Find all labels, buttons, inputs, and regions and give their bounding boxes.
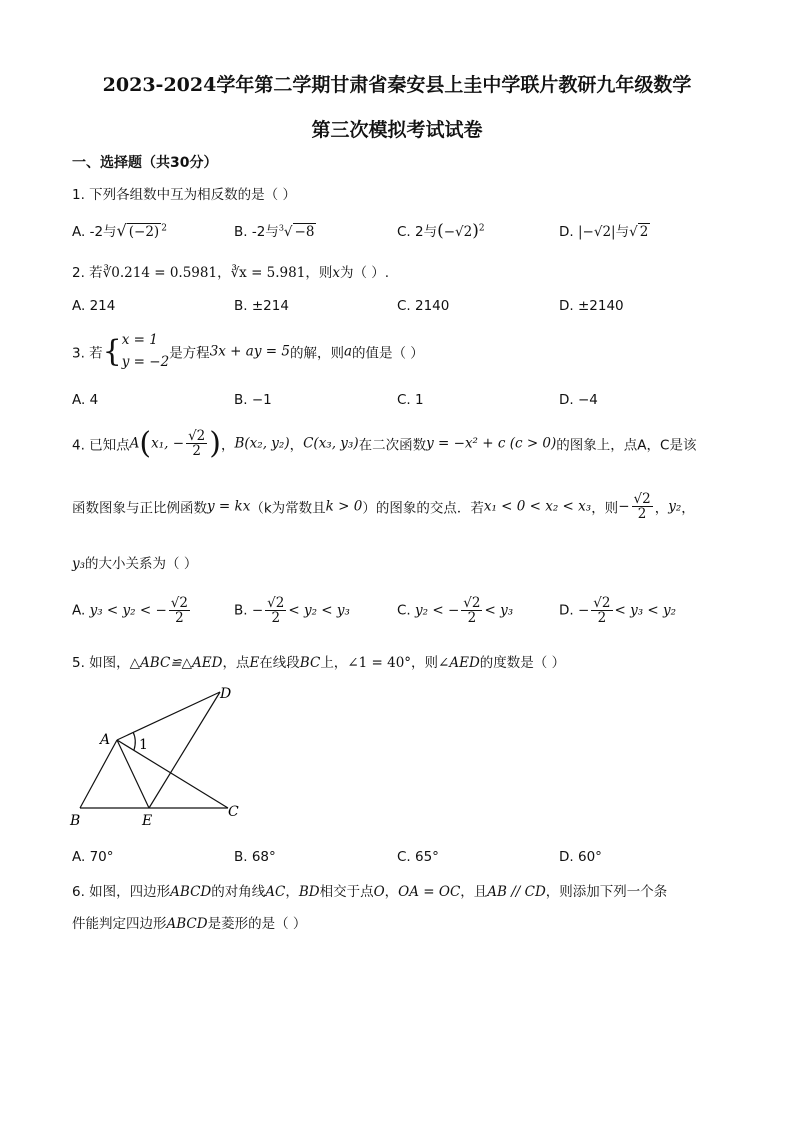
q1-option-a: A. -2与√ (−2) $^2$ bbox=[72, 221, 167, 240]
q6-line1-mid5: ，且 bbox=[460, 884, 488, 900]
q4-cond: k > 0 bbox=[325, 498, 363, 515]
question-4-line2: 函数图象与正比例函数y = kx（k为常数且k > 0）的图象的交点．若x₁ < 0 < x₂ < x₃，则− $\frac{√2}{2}$ ，y₂， bbox=[72, 491, 695, 523]
q2-var: x bbox=[332, 265, 340, 281]
q4-y2: y₂ bbox=[668, 498, 682, 515]
q5-stem-mid2: 在线段 bbox=[259, 655, 300, 671]
q4-option-a bbox=[72, 596, 192, 625]
q2-eq1: ∛0.214 = 0.5981 bbox=[102, 265, 218, 281]
label-angle-1: 1 bbox=[139, 737, 148, 753]
q4-option-a-frac-den: 2 bbox=[175, 610, 184, 627]
q4-line2-pre: 函数图象与正比例函数 bbox=[72, 500, 207, 517]
q5-angle1: ∠1 = 40° bbox=[347, 655, 412, 671]
q4-point-c: C(x₃, y₃) bbox=[303, 435, 359, 452]
question-5-stem bbox=[72, 651, 565, 671]
q4-option-c-label: C. bbox=[397, 602, 411, 619]
q4-option-c-frac bbox=[461, 596, 482, 625]
question-6-line2 bbox=[72, 912, 306, 932]
segment-ad bbox=[117, 692, 220, 740]
q5-option-c: C. 65° bbox=[397, 849, 439, 865]
q4-option-d bbox=[559, 596, 676, 625]
label-b: B bbox=[70, 813, 81, 829]
q5-stem-end: 的度数是（ ） bbox=[479, 655, 566, 671]
q4-option-d-frac bbox=[591, 596, 612, 625]
question-1-stem: 1. 下列各组数中互为相反数的是（ ） bbox=[72, 187, 296, 203]
label-a: A bbox=[100, 732, 111, 748]
q1-option-a-label: A. -2与 bbox=[72, 224, 117, 240]
q6-line1-end: ，则添加下列一个条 bbox=[545, 884, 668, 900]
q6-line2-end: 是菱形的是（ ） bbox=[207, 916, 307, 932]
q4-point-a-frac bbox=[186, 429, 207, 458]
q6-quad-2: ABCD bbox=[166, 916, 208, 932]
q4-option-a-frac-num: √2 bbox=[170, 595, 188, 611]
q5-option-a: A. 70° bbox=[72, 849, 114, 865]
angle-1-arc bbox=[133, 732, 135, 750]
q3-system-eq2: y = −2 bbox=[121, 353, 170, 370]
q2-option-b: B. ±214 bbox=[234, 298, 289, 314]
q5-segment: BC bbox=[299, 655, 321, 671]
q3-brace: { bbox=[102, 333, 122, 369]
q1-option-b-label: B. -2与 bbox=[234, 224, 279, 240]
q5-option-d: D. 60° bbox=[559, 849, 602, 865]
q1-option-a-exp: 2 bbox=[161, 223, 167, 234]
q2-sep: ， bbox=[217, 265, 231, 281]
q3-option-d: D. −4 bbox=[559, 392, 598, 408]
q2-option-d: D. ±2140 bbox=[559, 298, 624, 314]
q4-ineq: x₁ < 0 < x₂ < x₃ bbox=[483, 498, 592, 515]
q1-option-b-math: −8 bbox=[294, 224, 315, 240]
q6-line1-mid4: ， bbox=[384, 884, 399, 900]
q4-option-b-frac-den: 2 bbox=[271, 610, 281, 627]
q4-line2-tail: ， bbox=[654, 500, 669, 517]
q6-line1-pre: 6. 如图，四边形 bbox=[72, 884, 171, 900]
q4-option-a-pre: y₃ < y₂ < − bbox=[89, 602, 167, 619]
q4-func2: y = kx bbox=[207, 498, 251, 515]
q6-line2-pre: 件能判定四边形 bbox=[72, 916, 167, 932]
q1-option-c: C. 2与$(-√2)^2$ bbox=[397, 221, 485, 241]
q6-ac: AC bbox=[265, 884, 286, 900]
exam-title-line2: 第三次模拟考试试卷 bbox=[311, 119, 483, 141]
q2-option-c: C. 2140 bbox=[397, 298, 450, 314]
question-3-stem bbox=[72, 330, 424, 373]
segment-de bbox=[149, 692, 220, 808]
q2-option-a: A. 214 bbox=[72, 298, 116, 314]
q3-stem-mid: 是方程 bbox=[169, 345, 210, 362]
q4-option-d-frac-den: 2 bbox=[597, 610, 607, 627]
q4-option-c-frac-num: √2 bbox=[463, 595, 481, 611]
q1-option-b: B. -2与$^3$√ −8 bbox=[234, 223, 315, 240]
q4-option-c-pre: y₂ < − bbox=[415, 602, 460, 619]
q4-option-a-frac bbox=[169, 596, 190, 625]
q4-line2-frac-den: 2 bbox=[637, 506, 647, 523]
q4-option-d-label: D. bbox=[559, 602, 574, 619]
q5-stem-pre: 5. 如图， bbox=[72, 655, 130, 671]
q6-o: O bbox=[373, 884, 385, 900]
q4-option-d-frac-num: √2 bbox=[593, 595, 611, 611]
q4-line2-frac-num: √2 bbox=[633, 491, 651, 507]
q1-option-b-index: 3 bbox=[278, 223, 284, 233]
label-d: D bbox=[220, 686, 232, 702]
question-4-line3 bbox=[72, 552, 197, 572]
q3-equation: 3x + ay = 5 bbox=[209, 343, 290, 360]
q1-option-a-math: (−2) bbox=[128, 224, 160, 240]
q4-option-b-label: B. bbox=[234, 602, 248, 619]
q4-point-a: A bbox=[129, 435, 140, 452]
q5-stem-mid3: 上， bbox=[320, 655, 348, 671]
q4-option-c bbox=[397, 596, 513, 625]
q3-system bbox=[122, 330, 169, 373]
label-e: E bbox=[142, 813, 153, 829]
q4-line2-mid: （k为常数且 bbox=[250, 500, 326, 517]
q5-option-b: B. 68° bbox=[234, 849, 276, 865]
segment-ab bbox=[80, 740, 117, 808]
q4-frac-den: 2 bbox=[192, 443, 201, 459]
q4-frac-num: √2 bbox=[188, 427, 206, 444]
q4-line1-end: 的图象上，点A，C是该 bbox=[556, 437, 697, 454]
section-heading-choice: 一、选择题（共30分） bbox=[72, 155, 218, 171]
q2-stem-post: ，则 bbox=[305, 265, 333, 281]
label-c: C bbox=[228, 804, 239, 820]
q4-func: y = −x² + c (c > 0) bbox=[426, 435, 557, 452]
q6-line1-mid3: 相交于点 bbox=[319, 884, 374, 900]
q4-option-b-pre: − bbox=[251, 602, 264, 619]
q4-line3-var: y₃ bbox=[72, 556, 86, 572]
question-4-line1: 4. 已知点A(x₁, − $\frac{√2}{2}$ )，B(x₂, y₂)，C(x₃, y₃)在二次函数y = −x² + c (c > 0)的图象上，点A，C是该 bbox=[72, 426, 697, 461]
q5-stem-mid4: ，则 bbox=[411, 655, 439, 671]
question-6-line1 bbox=[72, 880, 667, 900]
q3-system-eq1: x = 1 bbox=[121, 332, 158, 348]
q4-line1-mid: 在二次函数 bbox=[358, 437, 427, 454]
q4-line2-end: ，则 bbox=[591, 500, 619, 517]
q1-option-d: D. |−√2|与√ 2 bbox=[559, 224, 649, 240]
q6-parallel: AB // CD bbox=[487, 884, 546, 900]
q4-option-d-post: < y₃ < y₂ bbox=[614, 602, 677, 619]
q1-option-c-label: C. 2与 bbox=[397, 224, 438, 240]
q3-stem-pre: 3. 若 bbox=[72, 345, 103, 362]
q4-option-a-label: A. bbox=[72, 602, 86, 619]
q3-option-a: A. 4 bbox=[72, 392, 99, 408]
q3-option-b: B. −1 bbox=[234, 392, 272, 408]
q2-stem-pre: 2. 若 bbox=[72, 265, 103, 281]
q1-option-c-math: −√2 bbox=[443, 224, 473, 240]
q4-option-b-frac bbox=[265, 596, 286, 625]
q5-congruence: △ABC≌△AED bbox=[129, 655, 223, 671]
q4-option-b-frac-num: √2 bbox=[267, 595, 285, 611]
q3-option-c: C. 1 bbox=[397, 392, 424, 408]
q4-option-b-post: < y₂ < y₃ bbox=[288, 602, 350, 619]
q5-point-e: E bbox=[249, 655, 260, 671]
q6-line1-mid: 的对角线 bbox=[211, 884, 266, 900]
q1-option-d-label: D. bbox=[559, 224, 578, 240]
q2-stem-end: 为（ ）. bbox=[339, 265, 390, 281]
q4-option-b bbox=[234, 596, 350, 625]
q4-line2-frac bbox=[632, 492, 653, 521]
q3-stem-end: 的值是（ ） bbox=[352, 345, 424, 362]
q5-geometry-figure bbox=[60, 680, 260, 830]
exam-title-line1: 2023-2024学年第二学期甘肃省秦安县上圭中学联片教研九年级数学 bbox=[102, 74, 692, 96]
q4-line1-pre: 4. 已知点 bbox=[72, 437, 130, 454]
q4-option-d-pre: − bbox=[577, 602, 590, 619]
q4-point-b: B(x₂, y₂) bbox=[234, 435, 290, 452]
q5-angle-aed: ∠AED bbox=[438, 655, 480, 671]
question-2-stem bbox=[72, 261, 389, 281]
q5-stem-mid: ，点 bbox=[222, 655, 250, 671]
q4-option-c-frac-den: 2 bbox=[467, 610, 477, 627]
q6-line1-mid2: ， bbox=[285, 884, 299, 900]
q3-var: a bbox=[343, 343, 353, 360]
q6-oa-eq-oc: OA = OC bbox=[398, 884, 461, 900]
q1-option-c-exp: 2 bbox=[478, 223, 485, 234]
q4-point-a-coord: x₁, − bbox=[151, 435, 185, 452]
q6-quad: ABCD bbox=[170, 884, 212, 900]
q4-line2-mid2: ）的图象的交点．若 bbox=[362, 500, 484, 517]
q6-bd: BD bbox=[298, 884, 320, 900]
q1-option-d-math: |−√2| bbox=[577, 224, 616, 240]
q4-line3: 的大小关系为（ ） bbox=[85, 556, 198, 572]
q1-option-d-math2: 2 bbox=[639, 224, 649, 240]
q1-option-d-mid: 与 bbox=[615, 224, 630, 240]
q2-eq2: ∛x = 5.981 bbox=[230, 265, 306, 281]
q4-option-c-post: < y₃ bbox=[484, 602, 514, 619]
q3-stem-mid2: 的解，则 bbox=[289, 345, 344, 362]
